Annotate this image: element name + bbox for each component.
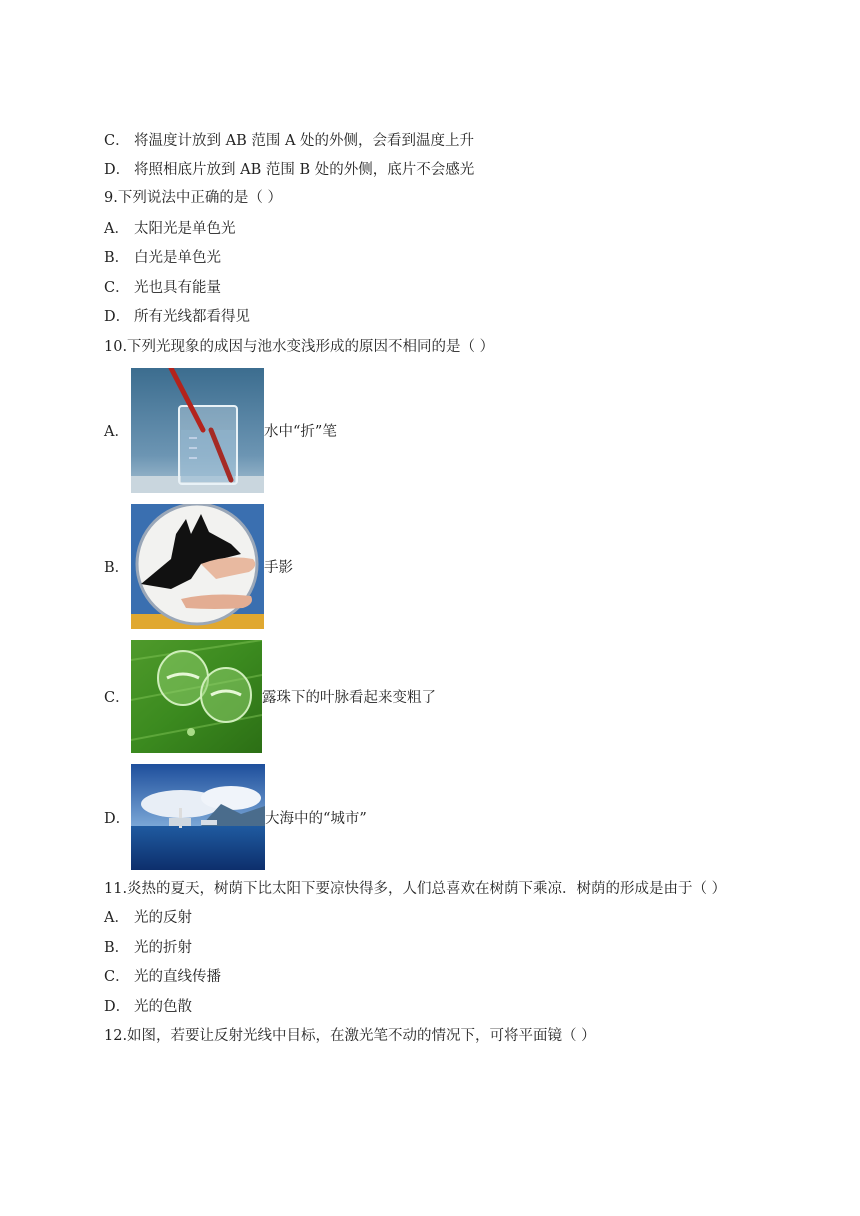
q10-option-d: D． 大海中的“城市”: [104, 764, 367, 870]
q10-option-a: A． 水中“折”笔: [104, 368, 337, 493]
q9-option-d: D． 所有光线都看得见: [104, 309, 250, 325]
sea-mirage-image: [131, 764, 265, 870]
q10-option-b: B． 手影: [104, 504, 293, 629]
q10-stem: 10.下列光现象的成因与池水变浅形成的原因不相同的是（ ）: [104, 339, 495, 355]
q11-stem: 11.炎热的夏天，树荫下比太阳下要凉快得多，人们总喜欢在树荫下乘凉．树荫的形成是由于（ ）: [104, 881, 727, 897]
q9-option-b: B． 白光是单色光: [104, 250, 221, 266]
q9-option-c: C． 光也具有能量: [104, 280, 221, 296]
q11-option-b: B． 光的折射: [104, 940, 192, 956]
q8-option-c: C． 将温度计放到 AB 范围 A 处的外侧，会看到温度上升: [104, 133, 475, 149]
q9-option-a: A． 太阳光是单色光: [104, 221, 236, 237]
q11-option-a: A． 光的反射: [104, 910, 192, 926]
pencil-in-water-image: [131, 368, 264, 493]
q12-stem: 12.如图，若要让反射光线中目标，在激光笔不动的情况下，可将平面镜（ ）: [104, 1028, 596, 1044]
q9-stem: 9.下列说法中正确的是（ ）: [104, 190, 282, 206]
q11-option-c: C． 光的直线传播: [104, 969, 221, 985]
dewdrop-leaf-image: [131, 640, 262, 753]
q10-option-c: C． 露珠下的叶脉看起来变粗了: [104, 640, 436, 753]
q8-option-d: D． 将照相底片放到 AB 范围 B 处的外侧，底片不会感光: [104, 162, 475, 178]
q11-option-d: D． 光的色散: [104, 999, 192, 1015]
hand-shadow-image: [131, 504, 264, 629]
